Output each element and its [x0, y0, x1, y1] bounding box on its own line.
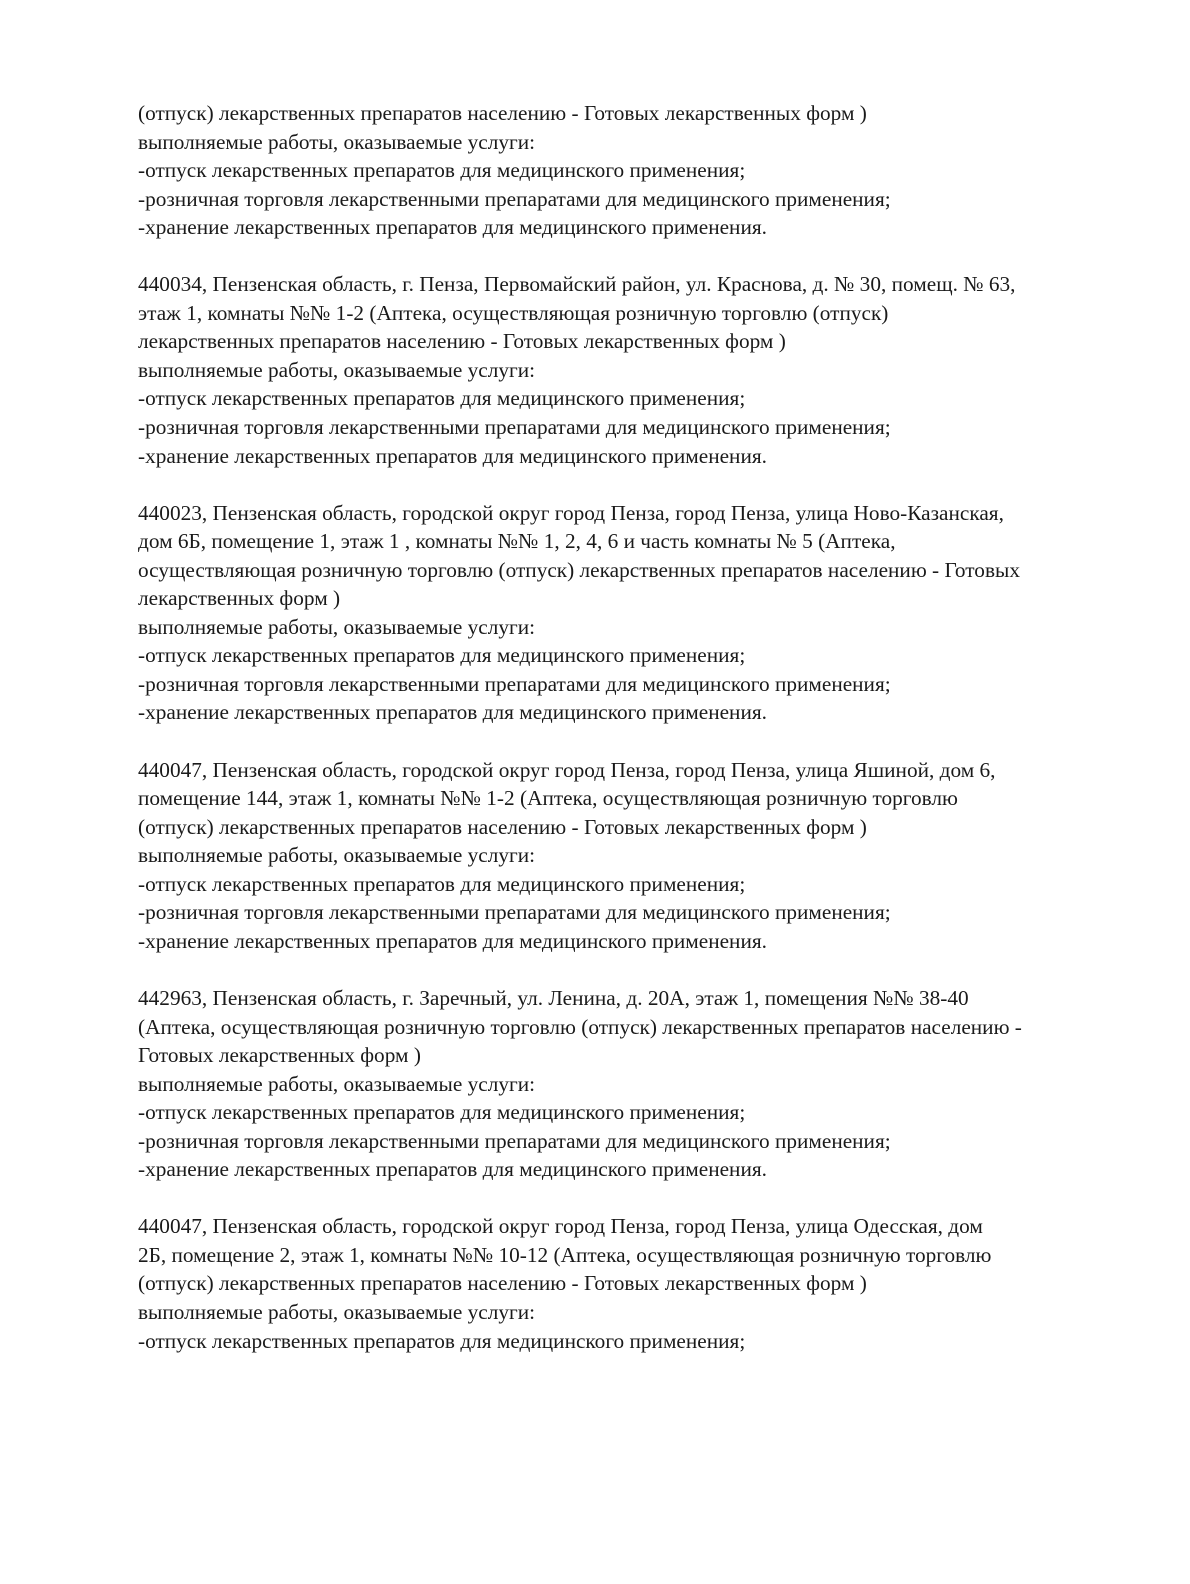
text-line: помещение 144, этаж 1, комнаты №№ 1-2 (Аптека, осуществляющая розничную торговлю [138, 786, 958, 811]
text-line: (отпуск) лекарственных препаратов населению - Готовых лекарственных форм ) [138, 814, 867, 839]
text-line: -отпуск лекарственных препаратов для медицинского применения; [138, 386, 746, 411]
text-line: Готовых лекарственных форм ) [138, 1043, 421, 1068]
text-line: дом 6Б, помещение 1, этаж 1 , комнаты №№ 1, 2, 4, 6 и часть комнаты № 5 (Аптека, [138, 529, 896, 554]
address-block-2 [138, 270, 1138, 470]
text-line: (Аптека, осуществляющая розничную торговлю (отпуск) лекарственных препаратов населению - [138, 1014, 1022, 1039]
text-line: лекарственных препаратов населению - Готовых лекарственных форм ) [138, 329, 786, 354]
paragraph-gap [138, 955, 1138, 984]
text-line: 440023, Пензенская область, городской округ город Пенза, город Пенза, улица Ново-Казанская, [138, 500, 1004, 525]
address-block-4 [138, 756, 1138, 956]
text-line: -отпуск лекарственных препаратов для медицинского применения; [138, 158, 746, 183]
address-block-5 [138, 984, 1138, 1184]
text-line: выполняемые работы, оказываемые услуги: [138, 843, 536, 868]
document-body [138, 99, 1138, 1355]
paragraph-gap [138, 727, 1138, 756]
text-line: -хранение лекарственных препаратов для медицинского применения. [138, 928, 767, 953]
text-line: -отпуск лекарственных препаратов для медицинского применения; [138, 643, 746, 668]
text-line: -хранение лекарственных препаратов для медицинского применения. [138, 700, 767, 725]
text-line: 2Б, помещение 2, этаж 1, комнаты №№ 10-12 (Аптека, осуществляющая розничную торговлю [138, 1242, 992, 1267]
text-line: -розничная торговля лекарственными препаратами для медицинского применения; [138, 186, 891, 211]
address-block-3 [138, 499, 1138, 727]
text-line: -отпуск лекарственных препаратов для медицинского применения; [138, 871, 746, 896]
text-line: -отпуск лекарственных препаратов для медицинского применения; [138, 1328, 746, 1353]
text-line: выполняемые работы, оказываемые услуги: [138, 129, 536, 154]
text-line: -хранение лекарственных препаратов для медицинского применения. [138, 1157, 767, 1182]
text-line: 442963, Пензенская область, г. Заречный, ул. Ленина, д. 20А, этаж 1, помещения №№ 38-40 [138, 985, 969, 1010]
text-line: -отпуск лекарственных препаратов для медицинского применения; [138, 1100, 746, 1125]
text-line: 440047, Пензенская область, городской округ город Пенза, город Пенза, улица Яшиной, дом 6, [138, 757, 996, 782]
text-line: -хранение лекарственных препаратов для медицинского применения. [138, 443, 767, 468]
paragraph-gap [138, 1184, 1138, 1213]
text-line: -розничная торговля лекарственными препаратами для медицинского применения; [138, 671, 891, 696]
text-line: лекарственных форм ) [138, 586, 341, 611]
text-line: этаж 1, комнаты №№ 1-2 (Аптека, осуществляющая розничную торговлю (отпуск) [138, 300, 889, 325]
address-block-6 [138, 1212, 1138, 1355]
text-line: выполняемые работы, оказываемые услуги: [138, 614, 536, 639]
text-line: (отпуск) лекарственных препаратов населению - Готовых лекарственных форм ) [138, 101, 867, 125]
address-block-1 [138, 99, 1138, 242]
text-line: выполняемые работы, оказываемые услуги: [138, 1299, 536, 1324]
paragraph-gap [138, 242, 1138, 271]
text-line: -розничная торговля лекарственными препаратами для медицинского применения; [138, 900, 891, 925]
text-line: выполняемые работы, оказываемые услуги: [138, 357, 536, 382]
text-line: -розничная торговля лекарственными препаратами для медицинского применения; [138, 1128, 891, 1153]
text-line: -розничная торговля лекарственными препаратами для медицинского применения; [138, 415, 891, 440]
text-line: осуществляющая розничную торговлю (отпуск) лекарственных препаратов населению - Готовых [138, 557, 1020, 582]
text-line: 440047, Пензенская область, городской округ город Пенза, город Пенза, улица Одесская, дом [138, 1214, 983, 1239]
text-line: 440034, Пензенская область, г. Пенза, Первомайский район, ул. Краснова, д. № 30, помещ. № 63, [138, 272, 1016, 297]
text-line: выполняемые работы, оказываемые услуги: [138, 1071, 536, 1096]
paragraph-gap [138, 470, 1138, 499]
text-line: (отпуск) лекарственных препаратов населению - Готовых лекарственных форм ) [138, 1271, 867, 1296]
text-line: -хранение лекарственных препаратов для медицинского применения. [138, 215, 767, 240]
